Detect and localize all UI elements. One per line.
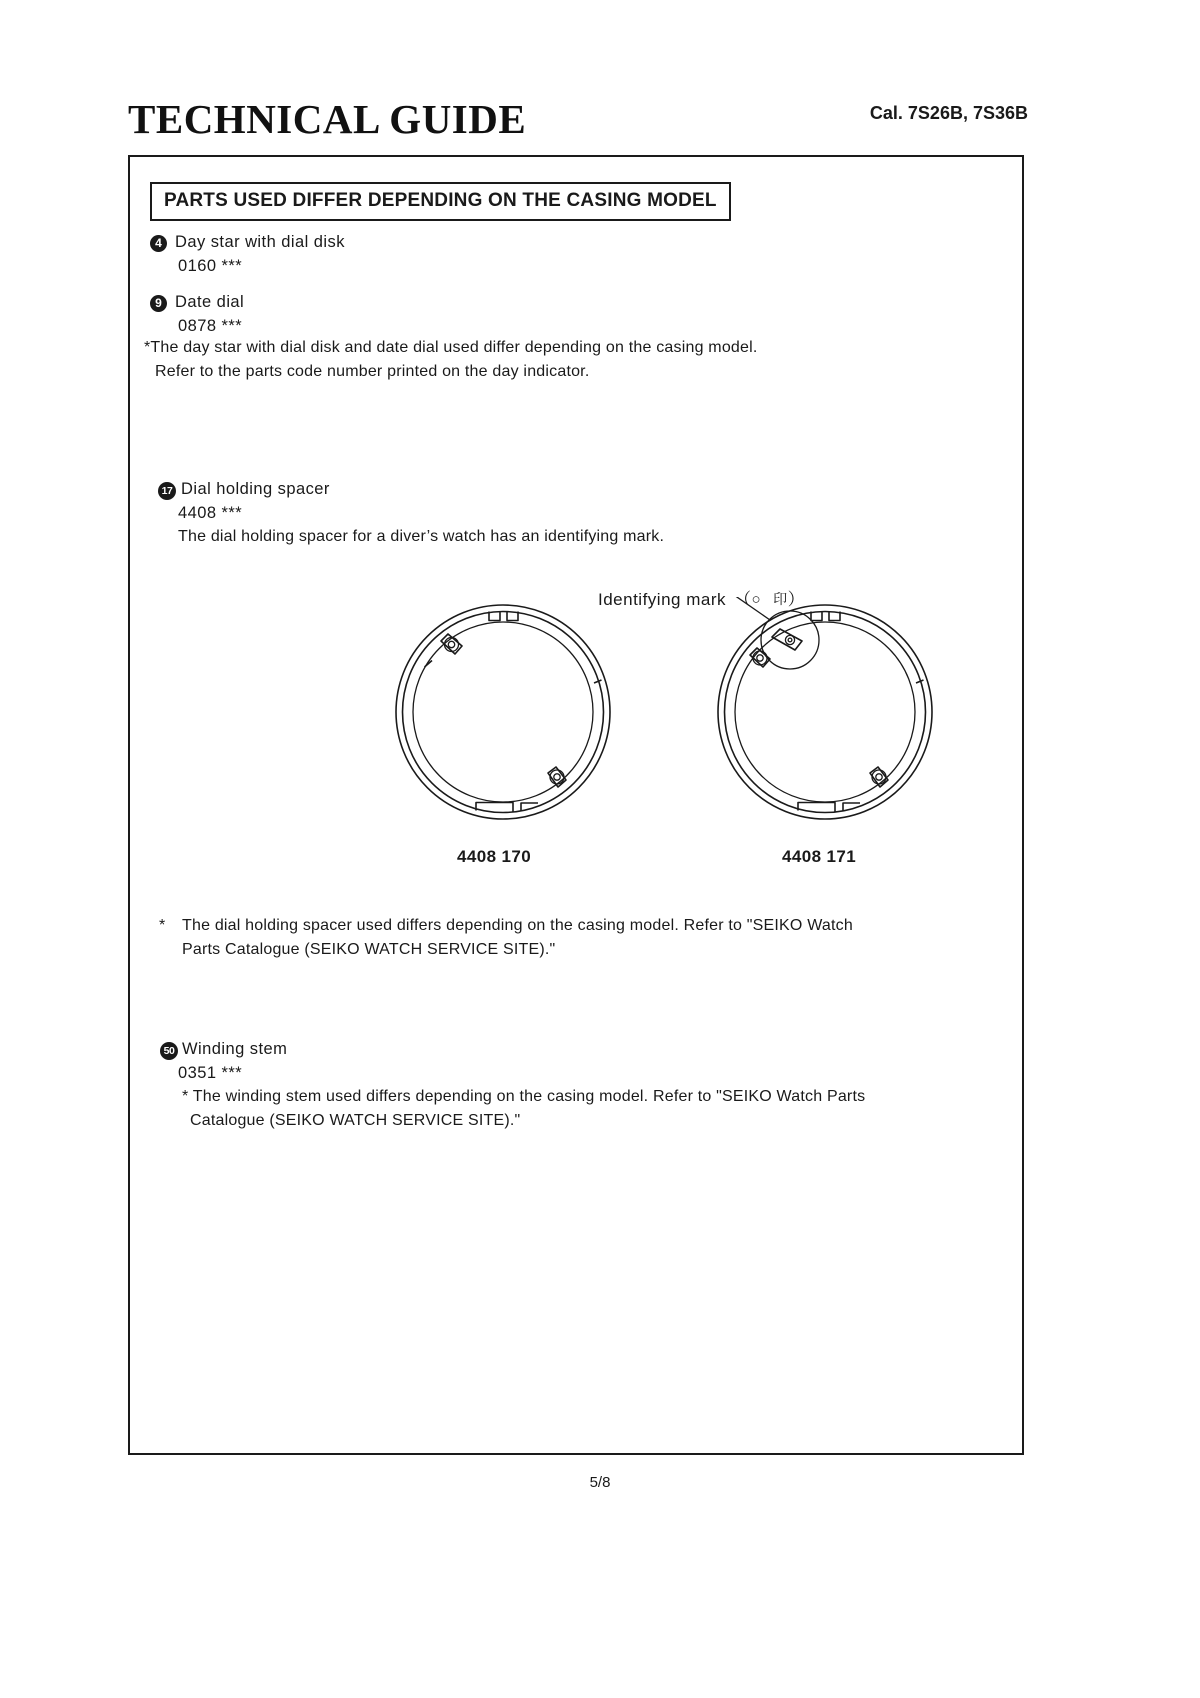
dial-holding-spacer-figure-right	[710, 597, 940, 832]
part-name-date-dial: Date dial	[175, 293, 245, 311]
note-dial-holding-spacer: The dial holding spacer for a diver’s watch has an identifying mark.	[178, 528, 665, 545]
footnote-spacer-line-1: The dial holding spacer used differs depending on the casing model. Refer to "SEIKO Watch	[182, 917, 853, 934]
part-code-dial-holding-spacer: 4408 ***	[178, 504, 243, 522]
part-number-badge-17: 17	[158, 482, 176, 500]
identifying-mark-open-paren: （	[734, 590, 752, 609]
page-footer	[0, 1474, 1200, 1491]
part-name-dial-holding-spacer: Dial holding spacer	[181, 480, 330, 498]
figure-caption-right: 4408 171	[782, 847, 857, 866]
footnote-spacer-line-2: Parts Catalogue (SEIKO WATCH SERVICE SITE)."	[182, 941, 556, 958]
spacer-ring-drawing-170	[388, 597, 618, 827]
footnote-spacer-asterisk: *	[159, 917, 166, 934]
section-title-box	[150, 182, 731, 221]
footnote-stem-line-1: * The winding stem used differs depending on the casing model. Refer to "SEIKO Watch Parts	[182, 1088, 866, 1105]
note-day-date-line-2: Refer to the parts code number printed on the day indicator.	[155, 363, 590, 380]
page-title: TECHNICAL GUIDE	[128, 96, 527, 142]
part-code-day-star: 0160 ***	[178, 257, 243, 275]
part-code-date-dial: 0878 ***	[178, 317, 243, 335]
kanji-mark-icon: 印	[773, 592, 788, 608]
page-number: 5/8	[589, 1474, 611, 1491]
part-code-winding-stem: 0351 ***	[178, 1064, 243, 1082]
content-frame	[128, 155, 1024, 1455]
dial-holding-spacer-figure-left	[388, 597, 618, 832]
part-name-day-star: Day star with dial disk	[175, 233, 345, 251]
identifying-mark-text: Identifying mark	[598, 590, 726, 609]
caliber-label: Cal. 7S26B, 7S36B	[869, 103, 1028, 123]
footnote-stem-line-2: Catalogue (SEIKO WATCH SERVICE SITE)."	[190, 1112, 521, 1129]
figure-caption-left: 4408 170	[457, 847, 532, 866]
note-day-date-line-1: *The day star with dial disk and date dial used differ depending on the casing model.	[144, 339, 758, 356]
part-name-winding-stem: Winding stem	[182, 1040, 288, 1058]
part-number-badge-50: 50	[160, 1042, 178, 1060]
part-number-badge-9: 9	[150, 295, 167, 312]
circle-mark-icon: ○	[751, 591, 762, 608]
section-title: PARTS USED DIFFER DEPENDING ON THE CASING MODEL	[164, 190, 717, 211]
page-header	[128, 95, 1028, 150]
identifying-mark-close-paren: ）	[787, 590, 806, 609]
spacer-ring-drawing-171	[710, 597, 940, 827]
part-number-badge-4: 4	[150, 235, 167, 252]
